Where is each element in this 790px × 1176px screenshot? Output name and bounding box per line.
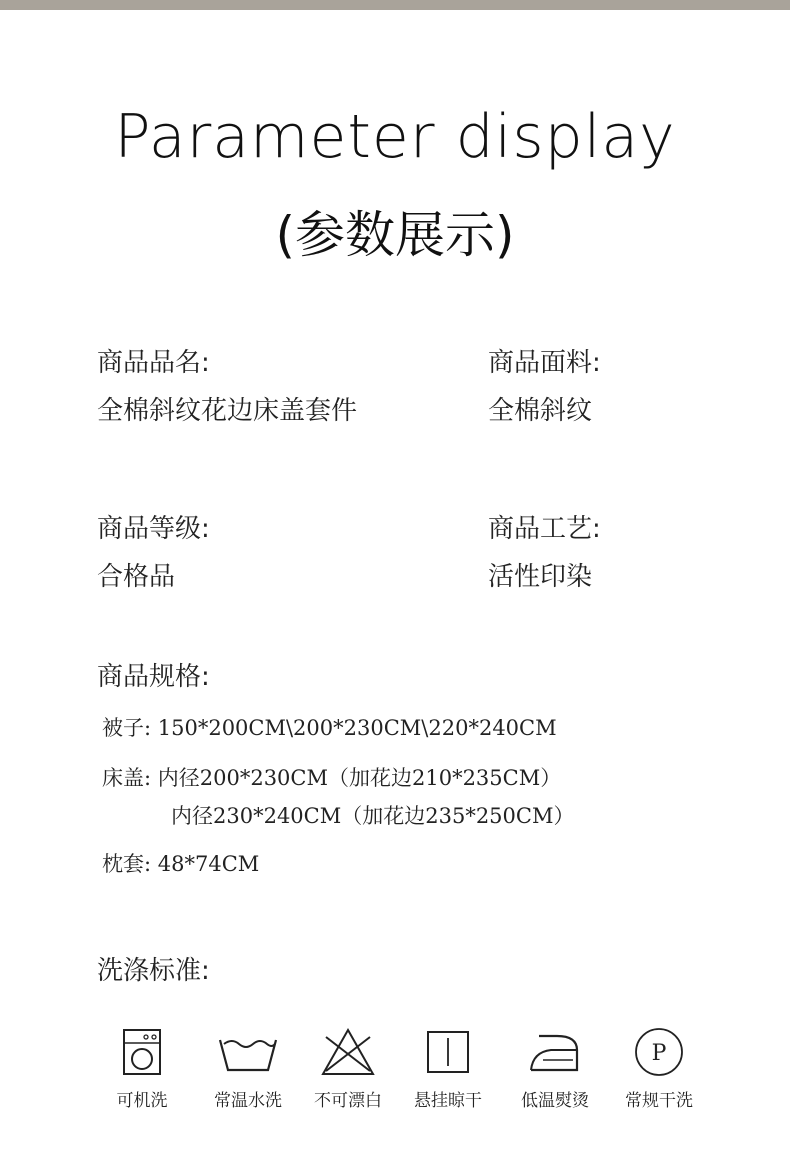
no-bleach-icon [320,1027,376,1077]
low-iron-icon [527,1030,583,1074]
care-icons-row [100,1022,710,1142]
grade-value: 合格品 [97,562,176,592]
craft-value: 活性印染 [488,562,593,592]
hand-wash-tub-icon [218,1032,278,1072]
care-caption: 低温熨烫 [521,1091,589,1111]
fabric-value: 全棉斜纹 [488,396,593,426]
care-item-no-bleach [298,1022,398,1111]
care-item-dry-clean [609,1022,709,1111]
fabric-label: 商品面料: [488,348,601,378]
care-caption: 常温水洗 [214,1091,282,1111]
care-caption: 可机洗 [116,1091,168,1111]
spec-pillow: 枕套: 48*74CM [102,852,260,876]
spec-quilt: 被子: 150*200CM\200*230CM\220*240CM [102,716,557,740]
spec-bedspread-line2: 内径230*240CM（加花边235*250CM） [171,804,575,828]
care-caption: 常规干洗 [625,1091,693,1111]
care-caption: 悬挂晾干 [414,1091,482,1111]
dry-clean-p-icon [634,1027,684,1077]
spec-bedspread-line1: 床盖: 内径200*230CM（加花边210*235CM） [102,766,562,790]
care-item-hang-dry [398,1022,498,1111]
care-caption: 不可漂白 [314,1091,382,1111]
page-title-chinese: (参数展示) [275,206,515,264]
craft-label: 商品工艺: [488,514,601,544]
product-name-value: 全棉斜纹花边床盖套件 [97,396,358,426]
care-item-low-iron [505,1022,605,1111]
svg-text:P: P [651,1041,667,1066]
hang-dry-icon [426,1030,470,1074]
care-item-machine-wash [92,1022,192,1111]
top-border-strip [0,0,790,10]
page-title-english: Parameter display [114,102,676,172]
specs-label: 商品规格: [97,662,210,692]
grade-label: 商品等级: [97,514,210,544]
product-name-label: 商品品名: [97,348,210,378]
washing-label: 洗涤标准: [97,956,210,986]
washing-machine-icon [122,1028,162,1076]
care-item-normal-wash [198,1022,298,1111]
